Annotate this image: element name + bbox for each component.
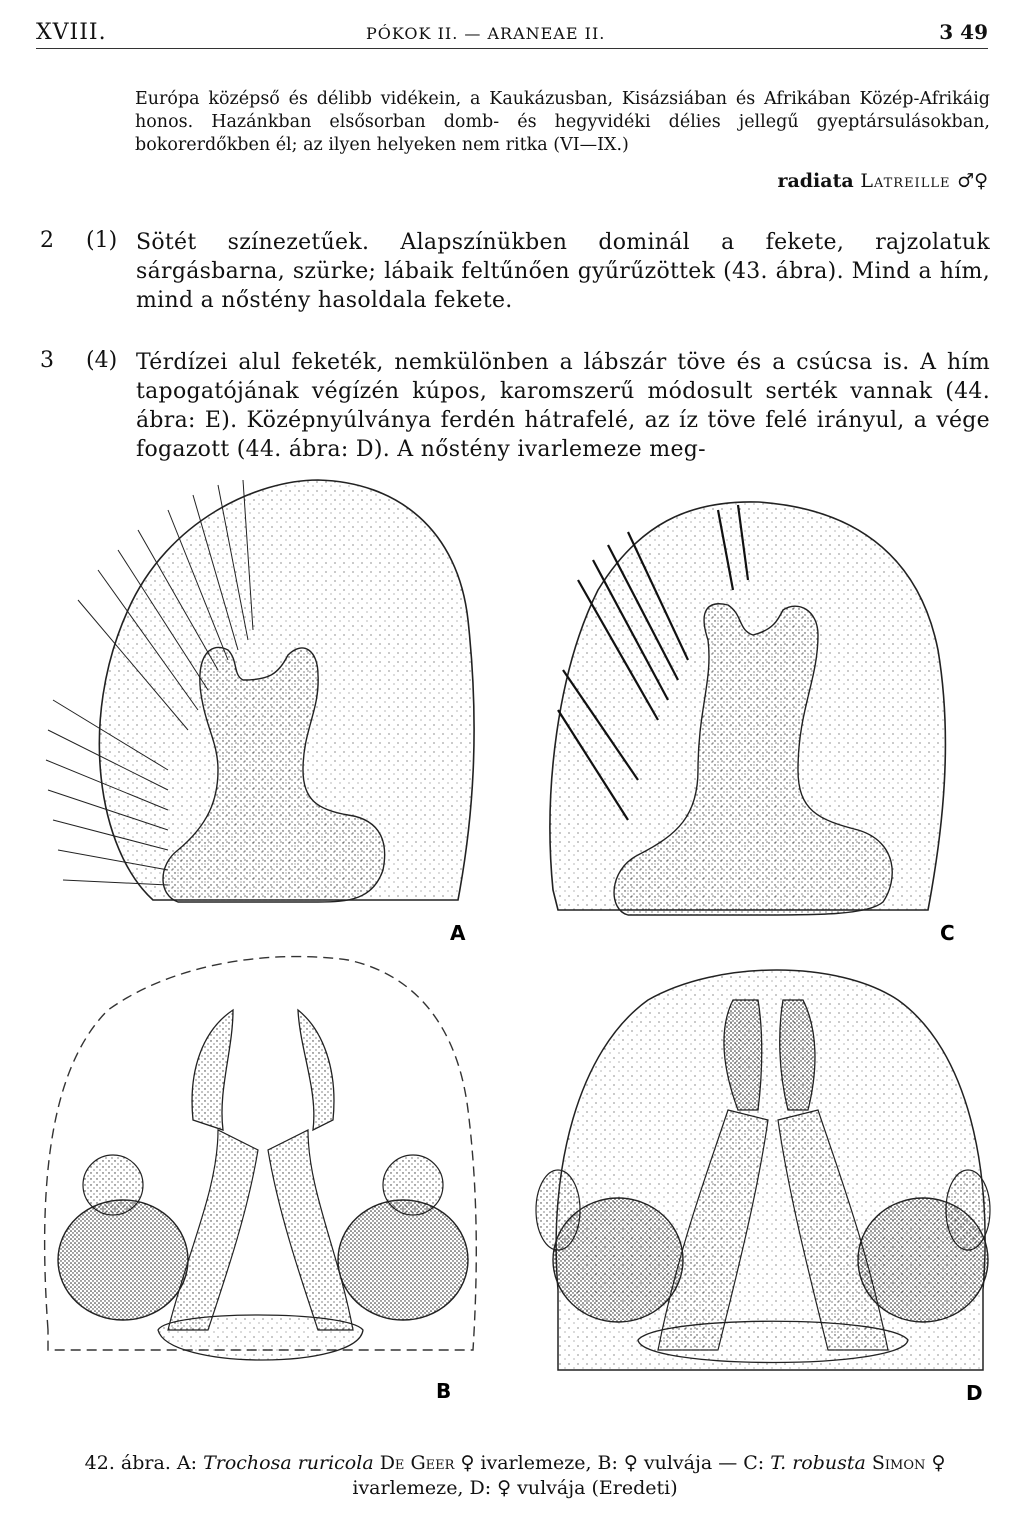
sex-symbols: ♂♀ bbox=[957, 170, 988, 192]
caption-species: T. robusta bbox=[770, 1452, 866, 1474]
species-name: radiata bbox=[777, 170, 854, 192]
couplet-ref: (1) bbox=[86, 228, 118, 253]
panel-b-drawing bbox=[45, 957, 477, 1360]
caption-author: Simon bbox=[871, 1452, 926, 1474]
caption-line-1 bbox=[40, 1451, 990, 1476]
header-rule bbox=[36, 48, 988, 49]
caption-author: De Geer bbox=[379, 1452, 455, 1474]
caption-line-2: ivarlemeze, D: ♀ vulvája (Eredeti) bbox=[352, 1477, 678, 1499]
couplet-text: Sötét színezetűek. Alapszínükben dominál a fekete, rajzolatuk sárgásbarna, szürke; lábaik feltűnően gyűrűzöttek (43. ábra). Mind a hím, mind a nőstény hasoldala fekete. bbox=[136, 230, 990, 313]
caption-part: ♀ bbox=[931, 1452, 946, 1474]
couplet-number: 3 bbox=[40, 348, 54, 373]
caption-part: ♀ ivarlemeze, B: ♀ vulvája — C: bbox=[460, 1452, 765, 1474]
panel-label-b: B bbox=[436, 1379, 452, 1403]
panel-label-c: C bbox=[940, 921, 955, 945]
panel-a-drawing bbox=[46, 480, 474, 902]
distribution-paragraph: Európa középső és délibb vidékein, a Kaukázusban, Kisázsiában és Afrikában Közép-Afrikáig honos. Hazánkban elsősorban domb- és hegyvidéki délies jellegű gyeptársulásokban, bokorerdőkben él; az ilyen helyeken nem ritka (VI—IX.) bbox=[135, 89, 990, 155]
figure-caption bbox=[40, 1451, 990, 1501]
species-author: Latreille bbox=[860, 170, 951, 192]
species-line bbox=[777, 170, 988, 192]
page-number: 3 49 bbox=[939, 20, 988, 44]
chapter-number: XVIII. bbox=[36, 20, 107, 45]
couplet-text: Térdízei alul feketék, nemkülönben a lábszár töve és a csúcsa is. A hím tapogatójának végízén kúpos, karomszerű módosult serték vannak (44. ábra: E). Középnyúlványa ferdén hátrafelé, az íz töve felé irányul, a vége fogazott (44. ábra: D). A nőstény ivarlemeze meg- bbox=[136, 350, 990, 462]
page-header bbox=[36, 14, 988, 48]
caption-species: Trochosa ruricola bbox=[203, 1452, 374, 1474]
caption-part: 42. ábra. A: bbox=[84, 1452, 198, 1474]
couplet-number: 2 bbox=[40, 228, 54, 253]
couplet-ref: (4) bbox=[86, 348, 118, 373]
running-title: PÓKOK II. — ARANEAE II. bbox=[366, 24, 606, 43]
panel-label-a: A bbox=[450, 921, 466, 945]
panel-d-drawing bbox=[536, 970, 990, 1370]
figure-illustration bbox=[18, 470, 1008, 1480]
panel-c-drawing bbox=[550, 502, 945, 915]
panel-label-d: D bbox=[966, 1381, 983, 1405]
figure-42 bbox=[18, 470, 1008, 1480]
